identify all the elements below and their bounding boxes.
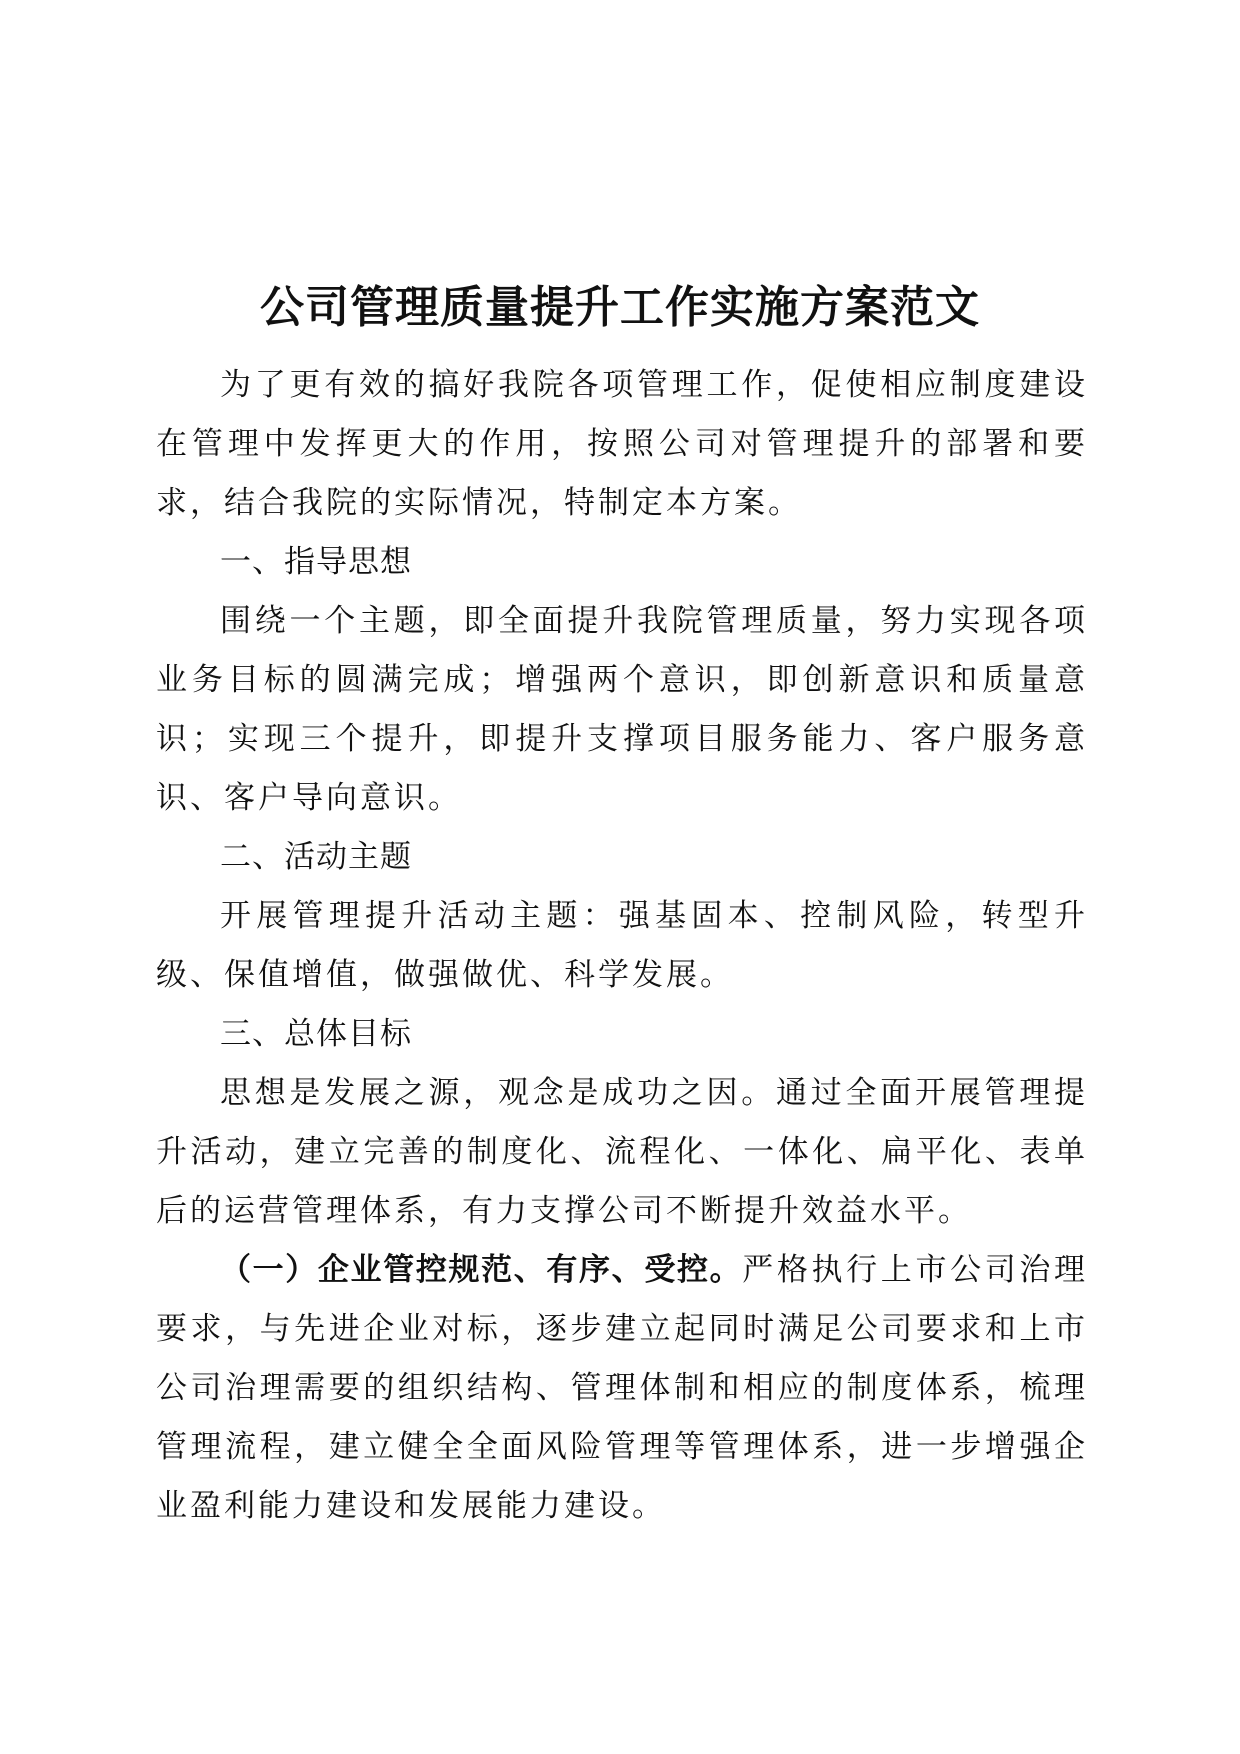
subsection-paragraph	[156, 1241, 1088, 1536]
section-heading-overall-goal: 三、总体目标	[220, 1016, 412, 1052]
section-paragraph-activity-theme: 开展管理提升活动主题：强基固本、控制风险，转型升级、保值增值，做强做优、科学发展。	[156, 898, 1088, 993]
subsection-text: 严格执行上市公司治理要求，与先进企业对标，逐步建立起同时满足公司要求和上市公司治理需要的组织结构、管理体制和相应的制度体系，梳理管理流程，建立健全全面风险管理等管理体系，进一步增强企业盈利能力建设和发展能力建设。	[156, 1252, 1089, 1524]
section-paragraph-overall-goal: 思想是发展之源，观念是成功之因。通过全面开展管理提升活动，建立完善的制度化、流程化、一体化、扁平化、表单后的运营管理体系，有力支撑公司不断提升效益水平。	[156, 1075, 1088, 1229]
section-paragraph-guiding-ideology: 围绕一个主题，即全面提升我院管理质量，努力实现各项业务目标的圆满完成；增强两个意识，即创新意识和质量意识；实现三个提升，即提升支撑项目服务能力、客户服务意识、客户导向意识。	[156, 603, 1088, 816]
section-heading-activity-theme: 二、活动主题	[220, 839, 412, 875]
document-body	[156, 356, 1088, 1536]
document-title: 公司管理质量提升工作实施方案范文	[260, 282, 980, 333]
intro-paragraph: 为了更有效的搞好我院各项管理工作，促使相应制度建设在管理中发挥更大的作用，按照公司对管理提升的部署和要求，结合我院的实际情况，特制定本方案。	[156, 367, 1088, 521]
subsection-lead: （一）企业管控规范、有序、受控。	[220, 1252, 743, 1288]
section-heading-guiding-ideology: 一、指导思想	[220, 544, 412, 580]
